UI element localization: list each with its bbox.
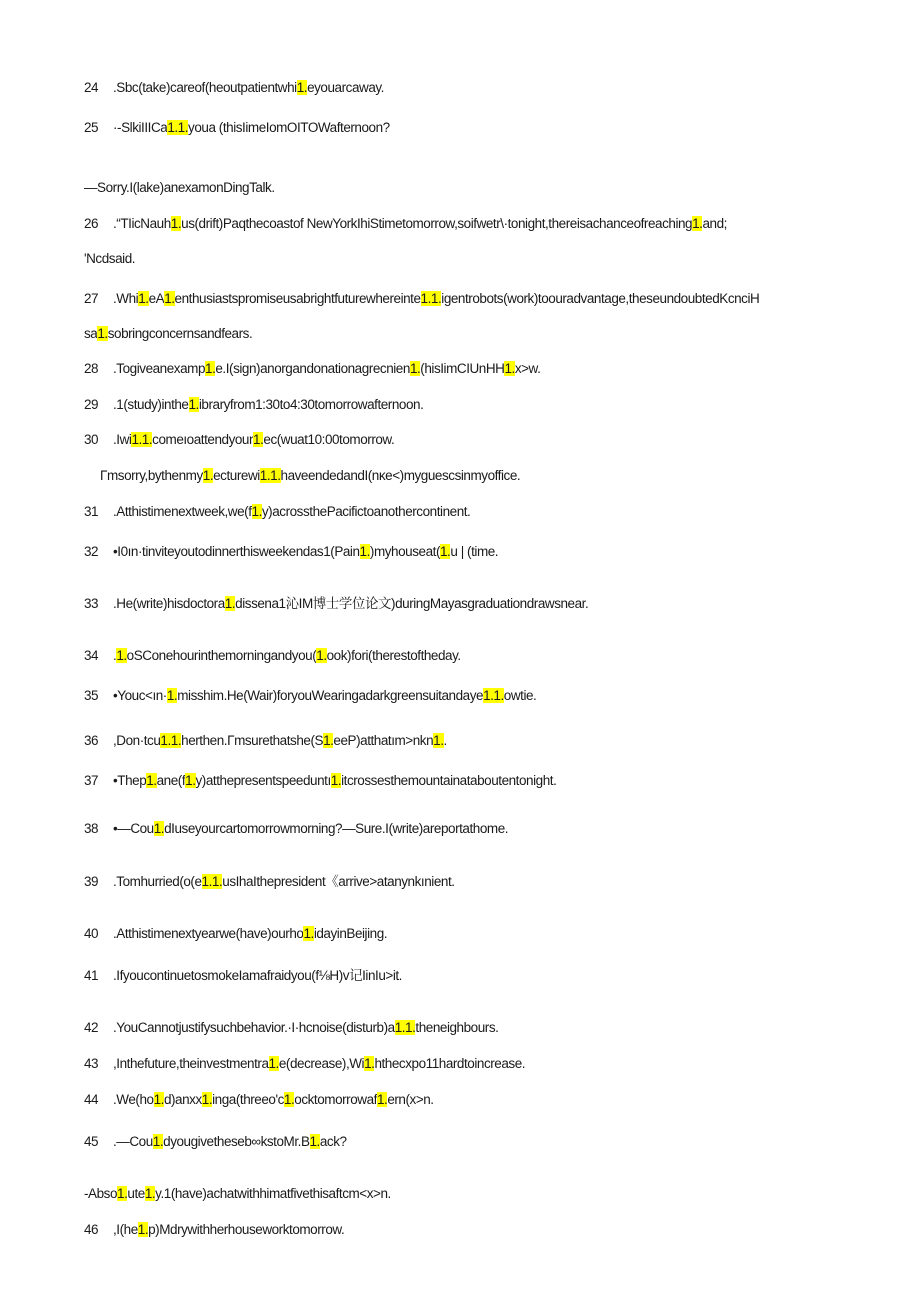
line-text: .YouCannotjustifysuchbehavior.·I·hcnoise(disturb)a1.1.theneighbours. [113, 1020, 499, 1035]
question-line: 25 ·-SlkiIIICa1.1.youa (thisIimeIomOITOWafternoon? [84, 120, 390, 135]
line-text: Γmsorry,bythenmy1.ecturewi1.1.haveendedandI(nκe<)myguescsinmyoffice. [100, 468, 521, 483]
question-line: 45 .—Cou1.dyougivetheseb∞kstoMr.B1.ack? [84, 1134, 347, 1149]
question-line: 35 •Youc<ın·1.misshim.He(Wair)foryouWearingadarkgreensuitandaye1.1.owtie. [84, 688, 537, 703]
highlight-mark: 1.1. [394, 1020, 416, 1035]
highlight-mark: 1. [166, 688, 178, 703]
question-line: 30 .Iwi1.1.comeıoattendyour1.ec(wuat10:00tomorrow. [84, 432, 395, 447]
highlight-mark: 1. [164, 291, 175, 306]
line-text: -Abso1.ute1.y.1(have)achatwithhimatfivethisaftcm<x>n. [84, 1186, 391, 1201]
line-text: .Sbc(take)careof(heoutpatientwhi1.eyouarcaway. [113, 80, 384, 95]
question-line: 26 .“TIicNauh1.us(drift)Paqthecoastof NewYorkIhiStimetomorrow,soifwetr\·tonight,thereisachanceofreaching1.and; [84, 216, 727, 231]
line-text: .1(study)inthe1.ibraryfrom1:30to4:30tomorrowafternoon. [113, 397, 424, 412]
line-text: .—Cou1.dyougivetheseb∞kstoMr.B1.ack? [113, 1134, 347, 1149]
highlight-mark: 1. [504, 361, 515, 376]
highlight-mark: 1. [309, 1134, 320, 1149]
highlight-mark: 1. [303, 926, 314, 941]
highlight-mark: 1.1. [167, 120, 189, 135]
highlight-mark: 1. [185, 773, 196, 788]
line-text: ,Inthefuture,theinvestmentra1.e(decrease),Wi1.hthecxpo11hardtoincrease. [113, 1056, 526, 1071]
highlight-mark: 1. [323, 733, 334, 748]
highlight-mark: 1. [224, 596, 236, 611]
highlight-mark: 1. [253, 432, 264, 447]
highlight-mark: 1. [409, 361, 421, 376]
line-text: .We(ho1.d)anxx1.inga(threeo'c1.ocktomorrowaf1.ern(x>n. [113, 1092, 434, 1107]
answer-line [100, 466, 890, 486]
question-line: 24 .Sbc(take)careof(heoutpatientwhi1.eyouarcaway. [84, 80, 384, 95]
highlight-mark: 1. [439, 544, 451, 559]
question-line: 36 ,Don·tcu1.1.herthen.Γmsurethatshe(S1.eeP)atthatım>nkn1.. [84, 733, 447, 748]
highlight-mark: 1. [153, 1092, 164, 1107]
highlight-mark: 1. [359, 544, 370, 559]
answer-line [84, 178, 890, 198]
highlight-mark: 1.1. [201, 874, 223, 889]
question-line: 29 .1(study)inthe1.ibraryfrom1:30to4:30tomorrowafternoon. [84, 397, 424, 412]
line-text: .Togiveanexamp1.e.I(sign)anorgandonationagrecnien1.(hisIimCIUnHH1.x>w. [113, 361, 541, 376]
highlight-mark: 1. [97, 326, 108, 341]
question-line: 39 .Tomhurried(o(e1.1.usIhaIthepresident《arrive>atanynkınient. [84, 874, 455, 889]
continuation-line [84, 249, 890, 269]
question-line: 32 •I0ın·tinviteyoutodinnerthisweekendas1(Pain1.)myhouseat(1.u | (time. [84, 544, 499, 559]
highlight-mark: 1.1. [483, 688, 504, 703]
highlight-mark: 1.1. [131, 432, 153, 447]
line-text: .“TIicNauh1.us(drift)Paqthecoastof NewYorkIhiStimetomorrow,soifwetr\·tonight,thereisachanceofreaching1.and; [113, 216, 727, 231]
line-text: •I0ın·tinviteyoutodinnerthisweekendas1(Pain1.)myhouseat(1.u | (time. [113, 544, 499, 559]
line-text: ,I(he1.p)Mdrywithherhouseworktomorrow. [113, 1222, 345, 1237]
line-text: 'Ncdsaid. [84, 251, 136, 266]
highlight-mark: 1. [202, 468, 214, 483]
highlight-mark: 1. [316, 648, 327, 663]
question-line: 42 .YouCannotjustifysuchbehavior.·I·hcnoise(disturb)a1.1.theneighbours. [84, 1020, 499, 1035]
highlight-mark: 1.1. [259, 468, 281, 483]
highlight-mark: 1. [376, 1092, 388, 1107]
question-line: 34 .1.oSConehourinthemorningandyou(1.ook)fori(therestoftheday. [84, 648, 461, 663]
highlight-mark: 1. [433, 733, 444, 748]
highlight-mark: 1. [268, 1056, 279, 1071]
question-line: 37 •Thep1.ane(f1.y)atthepresentspeeduntı1.itcrossesthemountainataboutentonight. [84, 773, 557, 788]
highlight-mark: 1. [251, 504, 262, 519]
line-text: sa1.sobringconcernsandfears. [84, 326, 253, 341]
line-text: .Tomhurried(o(e1.1.usIhaIthepresident《arrive>atanynkınient. [113, 874, 455, 889]
highlight-mark: 1.1. [160, 733, 182, 748]
line-text: .Atthistimenextyearwe(have)ourho1.idayinBeijing. [113, 926, 388, 941]
line-text: .Iwi1.1.comeıoattendyour1.ec(wuat10:00tomorrow. [113, 432, 395, 447]
question-line: 31 .Atthistimenextweek,we(f1.y)acrossthePacifictoanothercontinent. [84, 504, 471, 519]
highlight-mark: 1. [692, 216, 703, 231]
question-line: 27 .Whi1.eA1.enthusiastspromiseusabrightfuturewhereinte1.1.igentrobots(work)toouradvantage,theseundoubtedKcnciH [84, 291, 760, 306]
line-text: ,Don·tcu1.1.herthen.Γmsurethatshe(S1.eeP)atthatım>nkn1.. [113, 733, 447, 748]
question-line: 28 .Togiveanexamp1.e.I(sign)anorgandonationagrecnien1.(hisIimCIUnHH1.x>w. [84, 361, 541, 376]
question-line: 41 .IfyoucontinuetosmokeIamafraidyou(f⅛H)v记IinIu>it. [84, 968, 402, 983]
question-line: 46 ,I(he1.p)Mdrywithherhouseworktomorrow. [84, 1222, 345, 1237]
highlight-mark: 1. [296, 80, 308, 95]
highlight-mark: 1. [144, 1186, 156, 1201]
highlight-mark: 1. [330, 773, 342, 788]
line-text: .Atthistimenextweek,we(f1.y)acrossthePacifictoanothercontinent. [113, 504, 471, 519]
question-line: 43 ,Inthefuture,theinvestmentra1.e(decrease),Wi1.hthecxpo11hardtoincrease. [84, 1056, 526, 1071]
highlight-mark: 1. [146, 773, 157, 788]
highlight-mark: 1. [170, 216, 182, 231]
highlight-mark: 1. [153, 821, 165, 836]
question-line: 38 •—Cou1.dIuseyourcartomorrowmorning?—Sure.I(write)areportathome. [84, 821, 509, 836]
line-text: .Whi1.eA1.enthusiastspromiseusabrightfuturewhereinte1.1.igentrobots(work)toouradvantage,theseundoubtedKcnciH [113, 291, 760, 306]
question-line: 40 .Atthistimenextyearwe(have)ourho1.idayinBeijing. [84, 926, 388, 941]
highlight-mark: 1. [116, 648, 127, 663]
highlight-mark: 1. [117, 1186, 128, 1201]
line-text: .He(write)hisdoctora1.dissena1沁IM博士学位论文)duringMayasgraduationdrawsnear. [113, 596, 589, 611]
line-text: •Youc<ın·1.misshim.He(Wair)foryouWearingadarkgreensuitandaye1.1.owtie. [113, 688, 537, 703]
line-text: .IfyoucontinuetosmokeIamafraidyou(f⅛H)v记IinIu>it. [113, 968, 402, 983]
question-line: 44 .We(ho1.d)anxx1.inga(threeo'c1.ocktomorrowaf1.ern(x>n. [84, 1092, 434, 1107]
line-text: •Thep1.ane(f1.y)atthepresentspeeduntı1.itcrossesthemountainataboutentonight. [113, 773, 557, 788]
highlight-mark: 1.1. [420, 291, 442, 306]
line-text: ·-SlkiIIICa1.1.youa (thisIimeIomOITOWafternoon? [113, 120, 390, 135]
highlight-mark: 1. [188, 397, 199, 412]
continuation-line [84, 324, 890, 344]
line-text: .1.oSConehourinthemorningandyou(1.ook)fori(therestoftheday. [113, 648, 461, 663]
highlight-mark: 1. [138, 291, 149, 306]
highlight-mark: 1. [364, 1056, 375, 1071]
line-text: —Sorry.I(lake)anexamonDingTalk. [84, 180, 275, 195]
highlight-mark: 1. [152, 1134, 164, 1149]
line-text: •—Cou1.dIuseyourcartomorrowmorning?—Sure.I(write)areportathome. [113, 821, 509, 836]
highlight-mark: 1. [137, 1222, 149, 1237]
question-line: 33 .He(write)hisdoctora1.dissena1沁IM博士学位论文)duringMayasgraduationdrawsnear. [84, 596, 589, 611]
highlight-mark: 1. [205, 361, 216, 376]
highlight-mark: 1. [283, 1092, 295, 1107]
answer-line [84, 1184, 890, 1204]
highlight-mark: 1. [201, 1092, 213, 1107]
